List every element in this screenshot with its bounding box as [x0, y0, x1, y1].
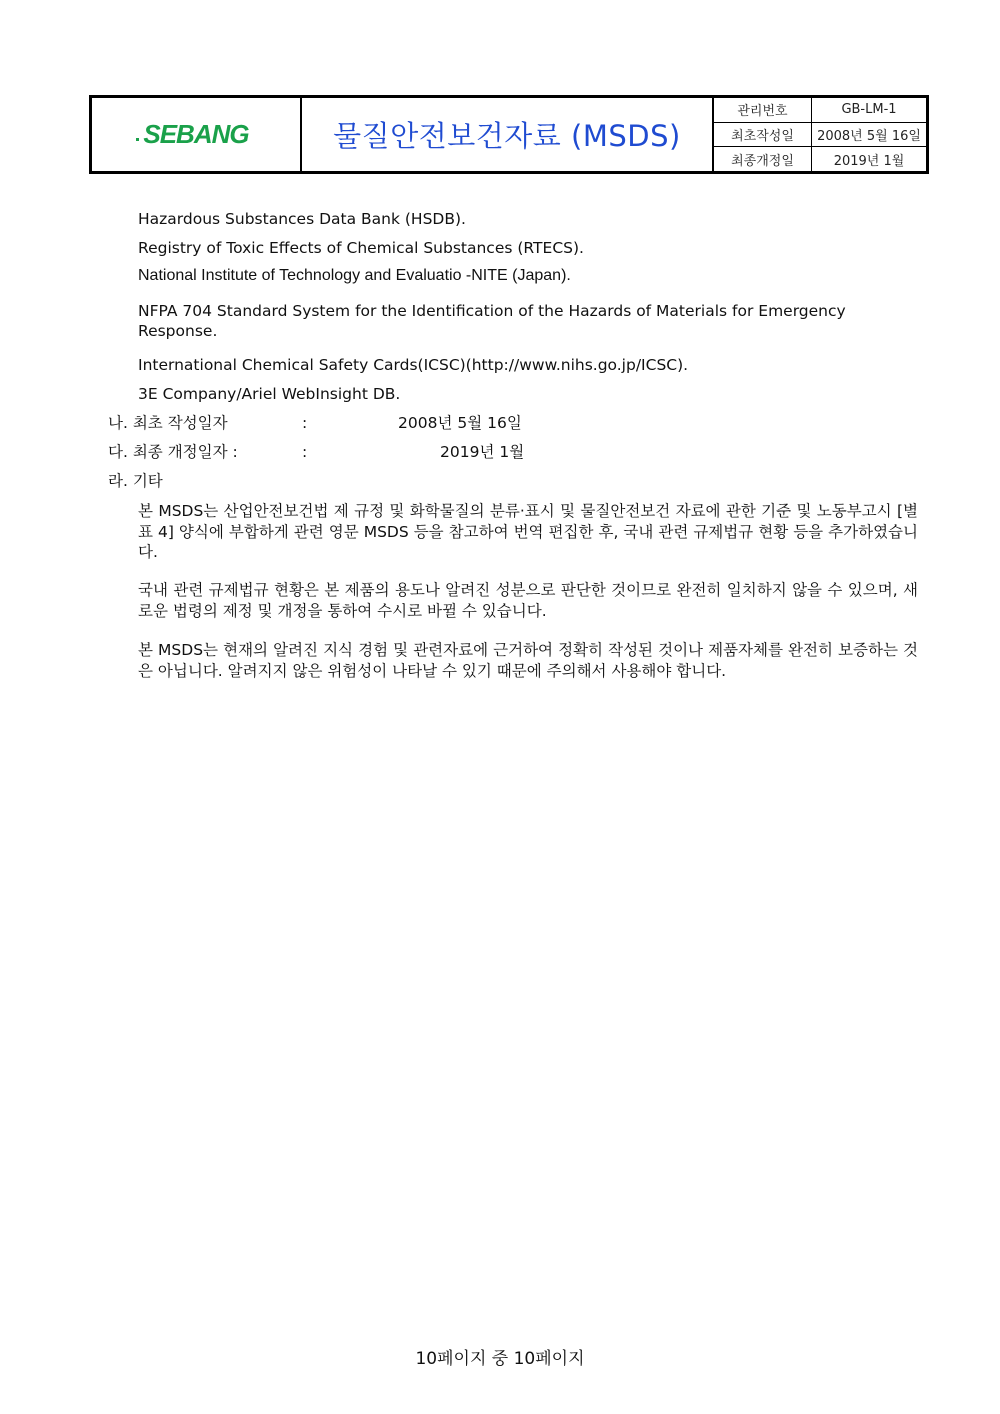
meta-label: 최초작성일: [714, 123, 812, 147]
company-logo: [143, 119, 248, 150]
meta-row-last-revised: [714, 147, 926, 171]
paragraph-disclaimer: 본 MSDS는 현재의 알려진 지식 경험 및 관련자료에 근거하여 정확히 작성된 것이나 제품자체를 완전히 보증하는 것은 아닙니다. 알려지지 않은 위험성이 나타날 수 있기 때문에 주의해서 사용해야 합니다.: [138, 641, 918, 680]
reference-rtecs: Registry of Toxic Effects of Chemical Substances (RTECS).: [138, 239, 584, 257]
item-na-label: 나. 최초 작성일자: [108, 414, 228, 432]
reference-hsdb: Hazardous Substances Data Bank (HSDB).: [138, 210, 466, 228]
item-ra-label: 라. 기타: [108, 472, 163, 490]
reference-nfpa: NFPA 704 Standard System for the Identification of the Hazards of Materials for Emergency: [138, 302, 846, 320]
meta-value: 2019년 1월: [833, 153, 905, 169]
item-na-value: 2008년 5월 16일: [398, 414, 522, 432]
page-number-footer: 10페이지 중 10페이지: [415, 1349, 585, 1369]
meta-label: 관리번호: [714, 98, 812, 122]
reference-icsc: International Chemical Safety Cards(ICSC)(http://www.nihs.go.jp/ICSC).: [138, 356, 689, 374]
meta-value: 2008년 5월 16일: [817, 129, 921, 144]
document-header-table: [89, 95, 929, 174]
document-title: 물질안전보건자료 (MSDS): [302, 98, 714, 171]
reference-nfpa-cont: Response.: [138, 322, 218, 340]
item-da-value: 2019년 1월: [440, 443, 525, 461]
paragraph-regulations: 국내 관련 규제법규 현황은 본 제품의 용도나 알려진 성분으로 판단한 것이므로 완전히 일치하지 않을 수 있으며, 새로운 법령의 제정 및 개정을 통하여 수시로 바뀔 수 있습니다.: [138, 581, 918, 620]
meta-row-first-written: [714, 123, 926, 148]
meta-label: 최종개정일: [714, 147, 812, 171]
reference-3e: 3E Company/Ariel WebInsight DB.: [138, 385, 401, 403]
meta-value: GB-LM-1: [841, 102, 897, 118]
document-meta: [714, 98, 926, 171]
reference-nite: National Institute of Technology and Evaluatio -NITE (Japan).: [138, 267, 571, 284]
logo-dot: [136, 138, 139, 141]
item-da-colon: :: [302, 443, 308, 461]
logo-cell: [92, 98, 302, 171]
item-na-colon: :: [302, 414, 308, 432]
logo-text: SEBANG: [143, 119, 249, 149]
item-da-label: 다. 최종 개정일자 :: [108, 443, 238, 461]
paragraph-msds-basis: 본 MSDS는 산업안전보건법 제 규정 및 화학물질의 분류·표시 및 물질안전보건 자료에 관한 기준 및 노동부고시 [별표 4] 양식에 부합하게 관련 영문 MSDS 등을 참고하여 번역 편집한 후, 국내 관련 규제법규 현황 등을 추가하였습니다.: [138, 502, 918, 561]
meta-row-control-number: [714, 98, 926, 123]
